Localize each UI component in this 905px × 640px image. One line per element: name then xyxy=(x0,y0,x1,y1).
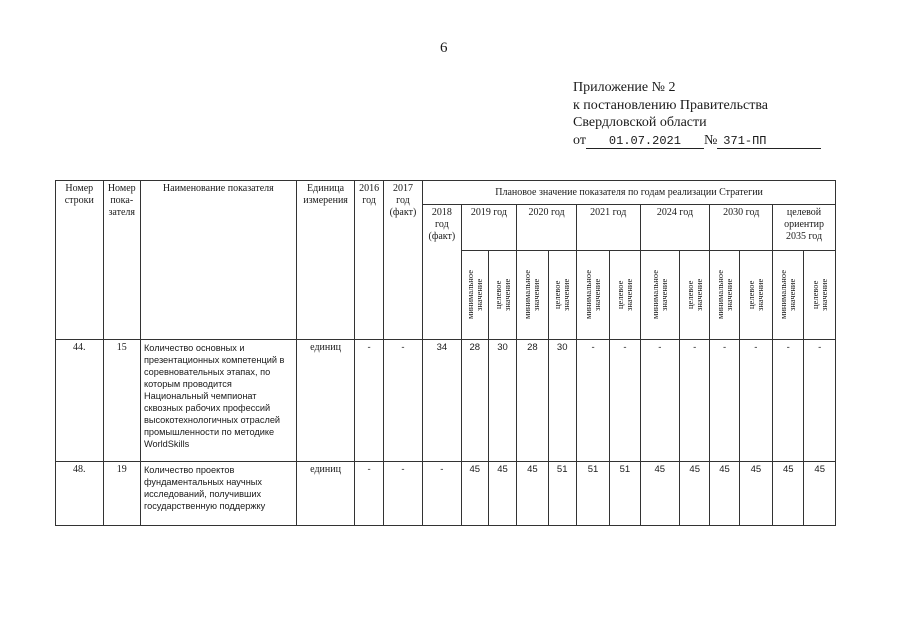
header-2030-target: целевое значение xyxy=(739,251,772,340)
indicator-name: Количество основных и презентационных компетенций в соревновательных этапах, по которым проводится Национальный чемпионат сквозных рабочих профессий высокотехнологичных отраслей промышленности по методике WorldSkills xyxy=(140,340,296,462)
header-2021: 2021 год xyxy=(576,205,640,251)
value-2017: - xyxy=(383,340,422,462)
value-2030-min: - xyxy=(710,340,739,462)
header-2024: 2024 год xyxy=(640,205,710,251)
header-2020-min: минимальное значение xyxy=(517,251,548,340)
appendix-date-number xyxy=(573,132,821,150)
header-plan: Плановое значение показателя по годам реализации Стратегии xyxy=(423,181,836,205)
header-2019: 2019 год xyxy=(461,205,517,251)
resolution-date: 01.07.2021 xyxy=(586,135,704,149)
value-2024-min: - xyxy=(640,340,679,462)
value-2024-target: - xyxy=(680,340,710,462)
resolution-number: 371-ПП xyxy=(717,135,821,149)
header-unit: Единица измерения xyxy=(296,181,355,340)
indicators-table xyxy=(55,180,836,526)
header-row-1 xyxy=(56,181,836,205)
indicator-unit: единиц xyxy=(296,340,355,462)
value-2020-min: 28 xyxy=(517,340,548,462)
indicator-unit: единиц xyxy=(296,462,355,526)
value-2017: - xyxy=(383,462,422,526)
value-2019-min: 45 xyxy=(461,462,488,526)
header-2030: 2030 год xyxy=(710,205,773,251)
value-2020-target: 30 xyxy=(548,340,576,462)
value-2019-target: 45 xyxy=(488,462,516,526)
header-2021-target: целевое значение xyxy=(610,251,640,340)
header-indicator-name: Наименование показателя xyxy=(140,181,296,340)
appendix-title: Приложение № 2 xyxy=(573,80,676,95)
header-2019-target: целевое значение xyxy=(488,251,516,340)
page-number: 6 xyxy=(440,40,448,56)
number-label: № xyxy=(703,132,718,148)
value-2030-target: - xyxy=(739,340,772,462)
appendix-region: Свердловской области xyxy=(573,115,707,130)
header-indicator-number: Номер пока-зателя xyxy=(103,181,140,340)
value-2035-target: - xyxy=(804,340,836,462)
value-2024-target: 45 xyxy=(680,462,710,526)
value-2018: 34 xyxy=(423,340,461,462)
value-2030-target: 45 xyxy=(739,462,772,526)
value-2021-target: 51 xyxy=(610,462,640,526)
header-2035-min: минимальное значение xyxy=(773,251,804,340)
row-number: 48. xyxy=(56,462,104,526)
header-target-2035: целевой ориентир 2035 год xyxy=(773,205,836,251)
row-number: 44. xyxy=(56,340,104,462)
value-2020-target: 51 xyxy=(548,462,576,526)
value-2018: - xyxy=(423,462,461,526)
header-2019-min: минимальное значение xyxy=(461,251,488,340)
value-2021-min: - xyxy=(576,340,609,462)
table-row xyxy=(56,462,836,526)
appendix-block xyxy=(573,79,821,149)
value-2021-target: - xyxy=(610,340,640,462)
indicator-number: 19 xyxy=(103,462,140,526)
table-row xyxy=(56,340,836,462)
from-label: от xyxy=(573,132,586,148)
header-2024-target: целевое значение xyxy=(680,251,710,340)
header-2020-target: целевое значение xyxy=(548,251,576,340)
value-2035-min: - xyxy=(773,340,804,462)
value-2019-min: 28 xyxy=(461,340,488,462)
header-2021-min: минимальное значение xyxy=(576,251,609,340)
header-2020: 2020 год xyxy=(517,205,577,251)
header-2016: 2016 год xyxy=(355,181,383,340)
value-2035-target: 45 xyxy=(804,462,836,526)
value-2016: - xyxy=(355,340,383,462)
value-2016: - xyxy=(355,462,383,526)
header-2024-min: минимальное значение xyxy=(640,251,679,340)
header-row-number: Номер строки xyxy=(56,181,104,340)
value-2020-min: 45 xyxy=(517,462,548,526)
header-2030-min: минимальное значение xyxy=(710,251,739,340)
value-2019-target: 30 xyxy=(488,340,516,462)
value-2030-min: 45 xyxy=(710,462,739,526)
value-2021-min: 51 xyxy=(576,462,609,526)
header-2018: 2018 год (факт) xyxy=(423,205,461,340)
value-2024-min: 45 xyxy=(640,462,679,526)
indicator-name: Количество проектов фундаментальных научных исследований, получивших государственную поддержку xyxy=(140,462,296,526)
value-2035-min: 45 xyxy=(773,462,804,526)
appendix-resolution: к постановлению Правительства xyxy=(573,97,769,113)
indicator-number: 15 xyxy=(103,340,140,462)
header-2035-target: целевое значение xyxy=(804,251,836,340)
header-2017: 2017 год (факт) xyxy=(383,181,422,340)
